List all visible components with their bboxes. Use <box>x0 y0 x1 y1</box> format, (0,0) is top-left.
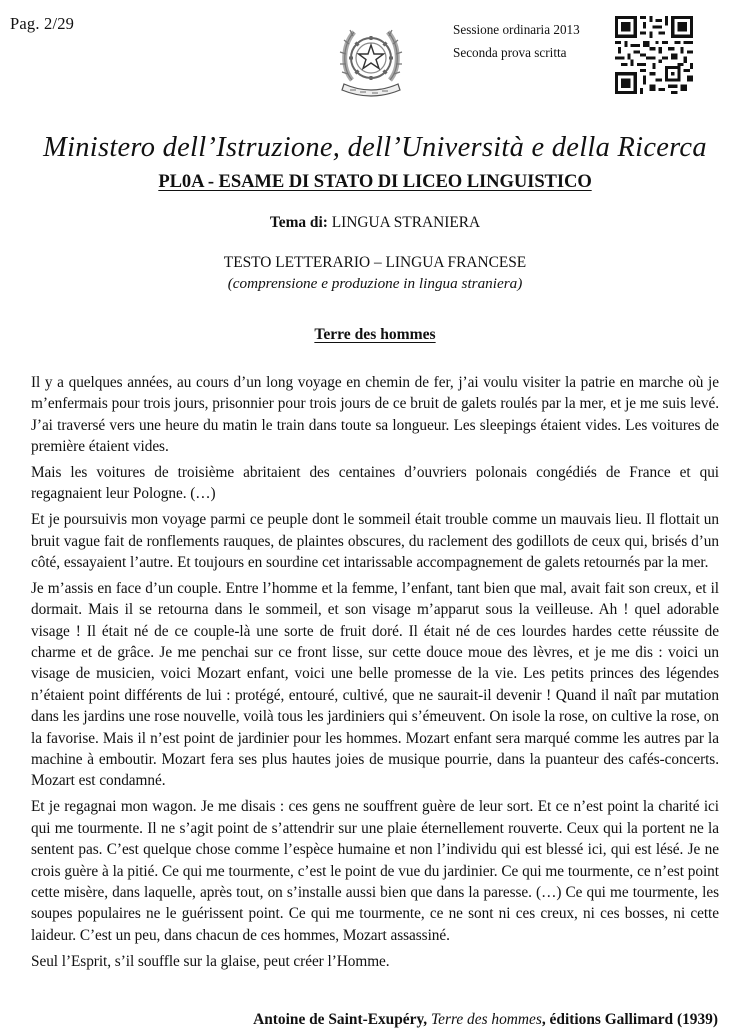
session-line-2: Seconda prova scritta <box>453 45 567 60</box>
attribution-publisher: , éditions Gallimard (1939) <box>541 1011 718 1028</box>
tema-label: Tema di: <box>269 214 328 231</box>
paragraph: Et je regagnai mon wagon. Je me disais : ces gens ne souffrent guère de leur sort. Et ce n’est point la charité ici qui me tourmente. Il ne s’agit point de s’attendrir sur une plaie éternellement rouverte. Ceux qui la portent ne la sentent pas. C’est quelque chose comme l’espèce humaine et non l’individu qui est blessé ici, qui est lésé. Je ne crois guère à la pitié. Ce qui me tourmente, c’est le point de vue du jardinier. Ce qui me tourmente, ce n’est point cette misère, dans laquelle, après tout, on s’installe aussi bien que dans la paresse. (…) Ce qui me tourmente, les soupes populaires ne le guérissent point. Ce qui me tourmente, ce ne sont ni ces creux, ni ces bosses, ni cette laideur. C’est un peu, dans chacun de ces hommes, Mozart assassiné. <box>31 798 719 944</box>
attribution <box>253 1011 718 1029</box>
tema-value: LINGUA STRANIERA <box>327 214 481 231</box>
session-line-1: Sessione ordinaria 2013 <box>453 22 580 37</box>
tema-line <box>0 214 750 232</box>
work-title: Terre des hommes <box>314 326 436 343</box>
attribution-author: Antoine de Saint-Exupéry, <box>253 1011 431 1028</box>
italian-republic-emblem-icon <box>338 18 404 98</box>
text-type-subtitle: (comprensione e produzione in lingua straniera) <box>227 275 523 292</box>
qr-code-icon[interactable] <box>615 16 693 94</box>
paragraph: Je m’assis en face d’un couple. Entre l’homme et la femme, l’enfant, tant bien que mal, avait fait son creux, et il dormait. Mais il se retourna dans le sommeil, et son visage m’apparut sous la veilleuse. Ah ! quel adorable visage ! Il était né de ce couple-là une sorte de fruit doré. Il était né de ces lourdes hardes cette réussite de charme et de grâce. Je me penchai sur ce front lisse, sur cette douce moue des lèvres, et je me dis : voici un visage de musicien, voici Mozart enfant, voici une belle promesse de la vie. Les petits princes des légendes n’étaient point différents de lui : protégé, entouré, cultivé, que ne saurait-il devenir ! Quand il naît par mutation dans les jardins une rose nouvelle, voilà tous les jardiniers qui s’émeuvent. On isole la rose, on cultive la rose, on la favorise. Mais il n’est point de jardinier pour les hommes. Mozart enfant sera marqué comme les autres par la machine à emboutir. Mozart fera ses plus hautes joies de musique pourrie, dans la puanteur des cafés-concerts. Mozart est condamné. <box>31 579 719 790</box>
paragraph: Mais les voitures de troisième abritaient des centaines d’ouvriers polonais congédiés de France et qui regagnaient leur Pologne. (…) <box>31 464 719 503</box>
paragraph: Il y a quelques années, au cours d’un long voyage en chemin de fer, j’ai voulu visiter la patrie en marche où je m’enfermais pour trois jours, prisonnier pour trois jours de ce bruit de galets roulés par la mer, et je me suis levé. J’ai traversé vers une heure du matin le train dans toute sa longueur. Les sleepings étaient vides. Les voitures de première étaient vides. <box>31 374 719 456</box>
paragraph: Et je poursuivis mon voyage parmi ce peuple dont le sommeil était trouble comme un mauvais lieu. Il flottait un bruit vague fait de ronflements rauques, de plaintes obscures, du raclement des godillots de ceux qui, brisés d’un côté, essayaient l’autre. Et toujours en sourdine cet intarissable accompagnement de galets retournés par la mer. <box>31 511 719 572</box>
paragraph: Seul l’Esprit, s’il souffle sur la glaise, peut créer l’Homme. <box>31 952 390 970</box>
session-info <box>453 18 580 64</box>
exam-title: PL0A - ESAME DI STATO DI LICEO LINGUISTICO <box>158 171 592 192</box>
text-type-heading: TESTO LETTERARIO – LINGUA FRANCESE <box>223 254 527 271</box>
ministry-heading: Ministero dell’Istruzione, dell’Università e della Ricerca <box>43 131 707 163</box>
literary-text <box>31 372 719 976</box>
attribution-work: Terre des hommes <box>430 1011 542 1028</box>
page-number: Pag. 2/29 <box>10 14 75 33</box>
